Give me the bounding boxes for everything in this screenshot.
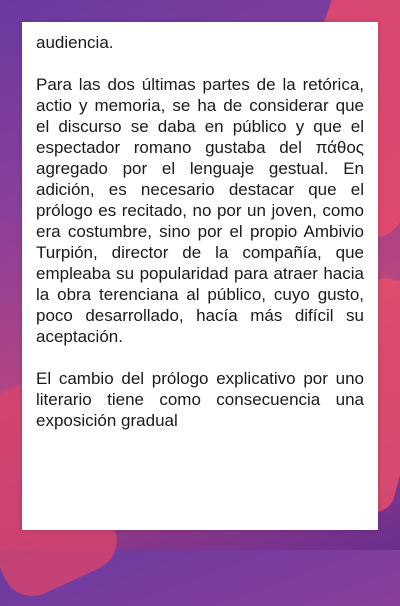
paragraph-rhetoric: Para las dos últimas partes de la retórica, actio y memoria, se ha de considerar que el discurso se daba en público y que el espectador romano gustaba del πάθος agregado por el lenguaje gestual. En adición, es necesario destacar que el prólogo es recitado, no por un joven, como era costumbre, sino por el propio Ambivio Turpión, director de la compañía, que empleaba su popularidad para atraer hacia la obra terenciana al público, cuyo gusto, poco desarrollado, hacía más difícil su aceptación. [36,75,364,346]
text-page-card [22,22,378,530]
paragraph-continuation: audiencia. [36,33,114,52]
paragraph-prologue: El cambio del prólogo explicativo por uno literario tiene como consecuencia una exposición gradual [36,369,364,430]
